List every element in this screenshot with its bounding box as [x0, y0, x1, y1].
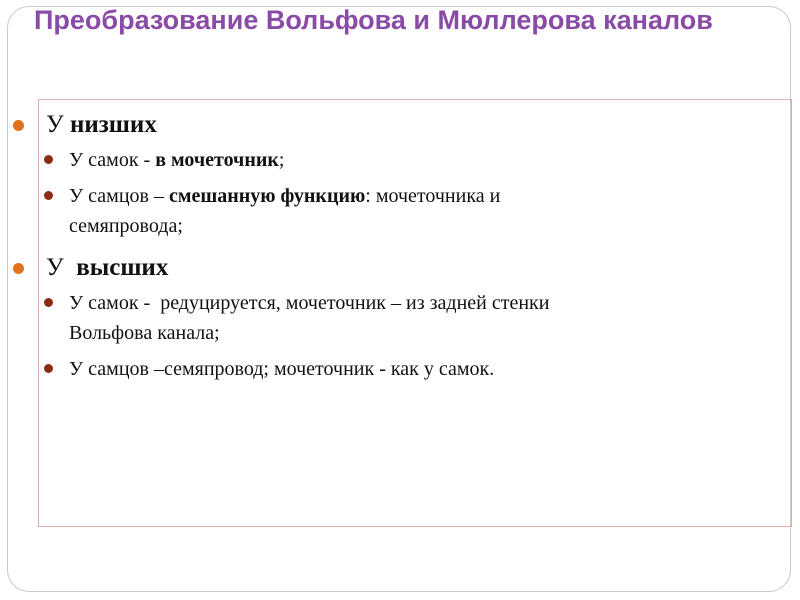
bullet-dot-icon	[44, 364, 53, 373]
bullet-dot-icon	[13, 263, 24, 274]
slide-title: Преобразование Вольфова и Мюллерова каналов	[34, 5, 713, 35]
item-text: У самок -	[69, 149, 156, 171]
section-heading-higher	[13, 253, 753, 283]
bullet-dot-icon	[44, 191, 53, 200]
item-text-line2: Вольфова канала;	[69, 322, 220, 344]
list-item-higher-females	[13, 288, 753, 348]
bullet-dot-icon	[44, 298, 53, 307]
item-text: У самок - редуцируется, мочеточник – из задней стенки	[69, 292, 550, 314]
item-text-line2: семяпровода;	[69, 215, 183, 237]
section-heading-lower	[13, 110, 753, 140]
bullet-dot-icon	[13, 120, 24, 131]
item-bold-text: смешанную функцию	[168, 185, 366, 207]
list-item-lower-females	[13, 145, 753, 175]
item-text: У самцов –семяпровод; мочеточник - как у самок.	[69, 358, 495, 380]
item-text: : мочеточника и	[365, 185, 501, 207]
heading-prefix: У	[46, 254, 77, 281]
list-item-higher-males	[13, 354, 753, 384]
bullet-list	[13, 110, 753, 384]
heading-bold: высших	[76, 254, 169, 281]
bullet-dot-icon	[44, 155, 53, 164]
item-text: У самцов –	[69, 185, 169, 207]
item-bold-text: в мочеточник	[155, 149, 279, 171]
list-item-lower-males	[13, 181, 753, 241]
item-text: ;	[278, 149, 285, 171]
heading-bold: низших	[69, 111, 157, 138]
heading-prefix: У	[46, 111, 70, 138]
